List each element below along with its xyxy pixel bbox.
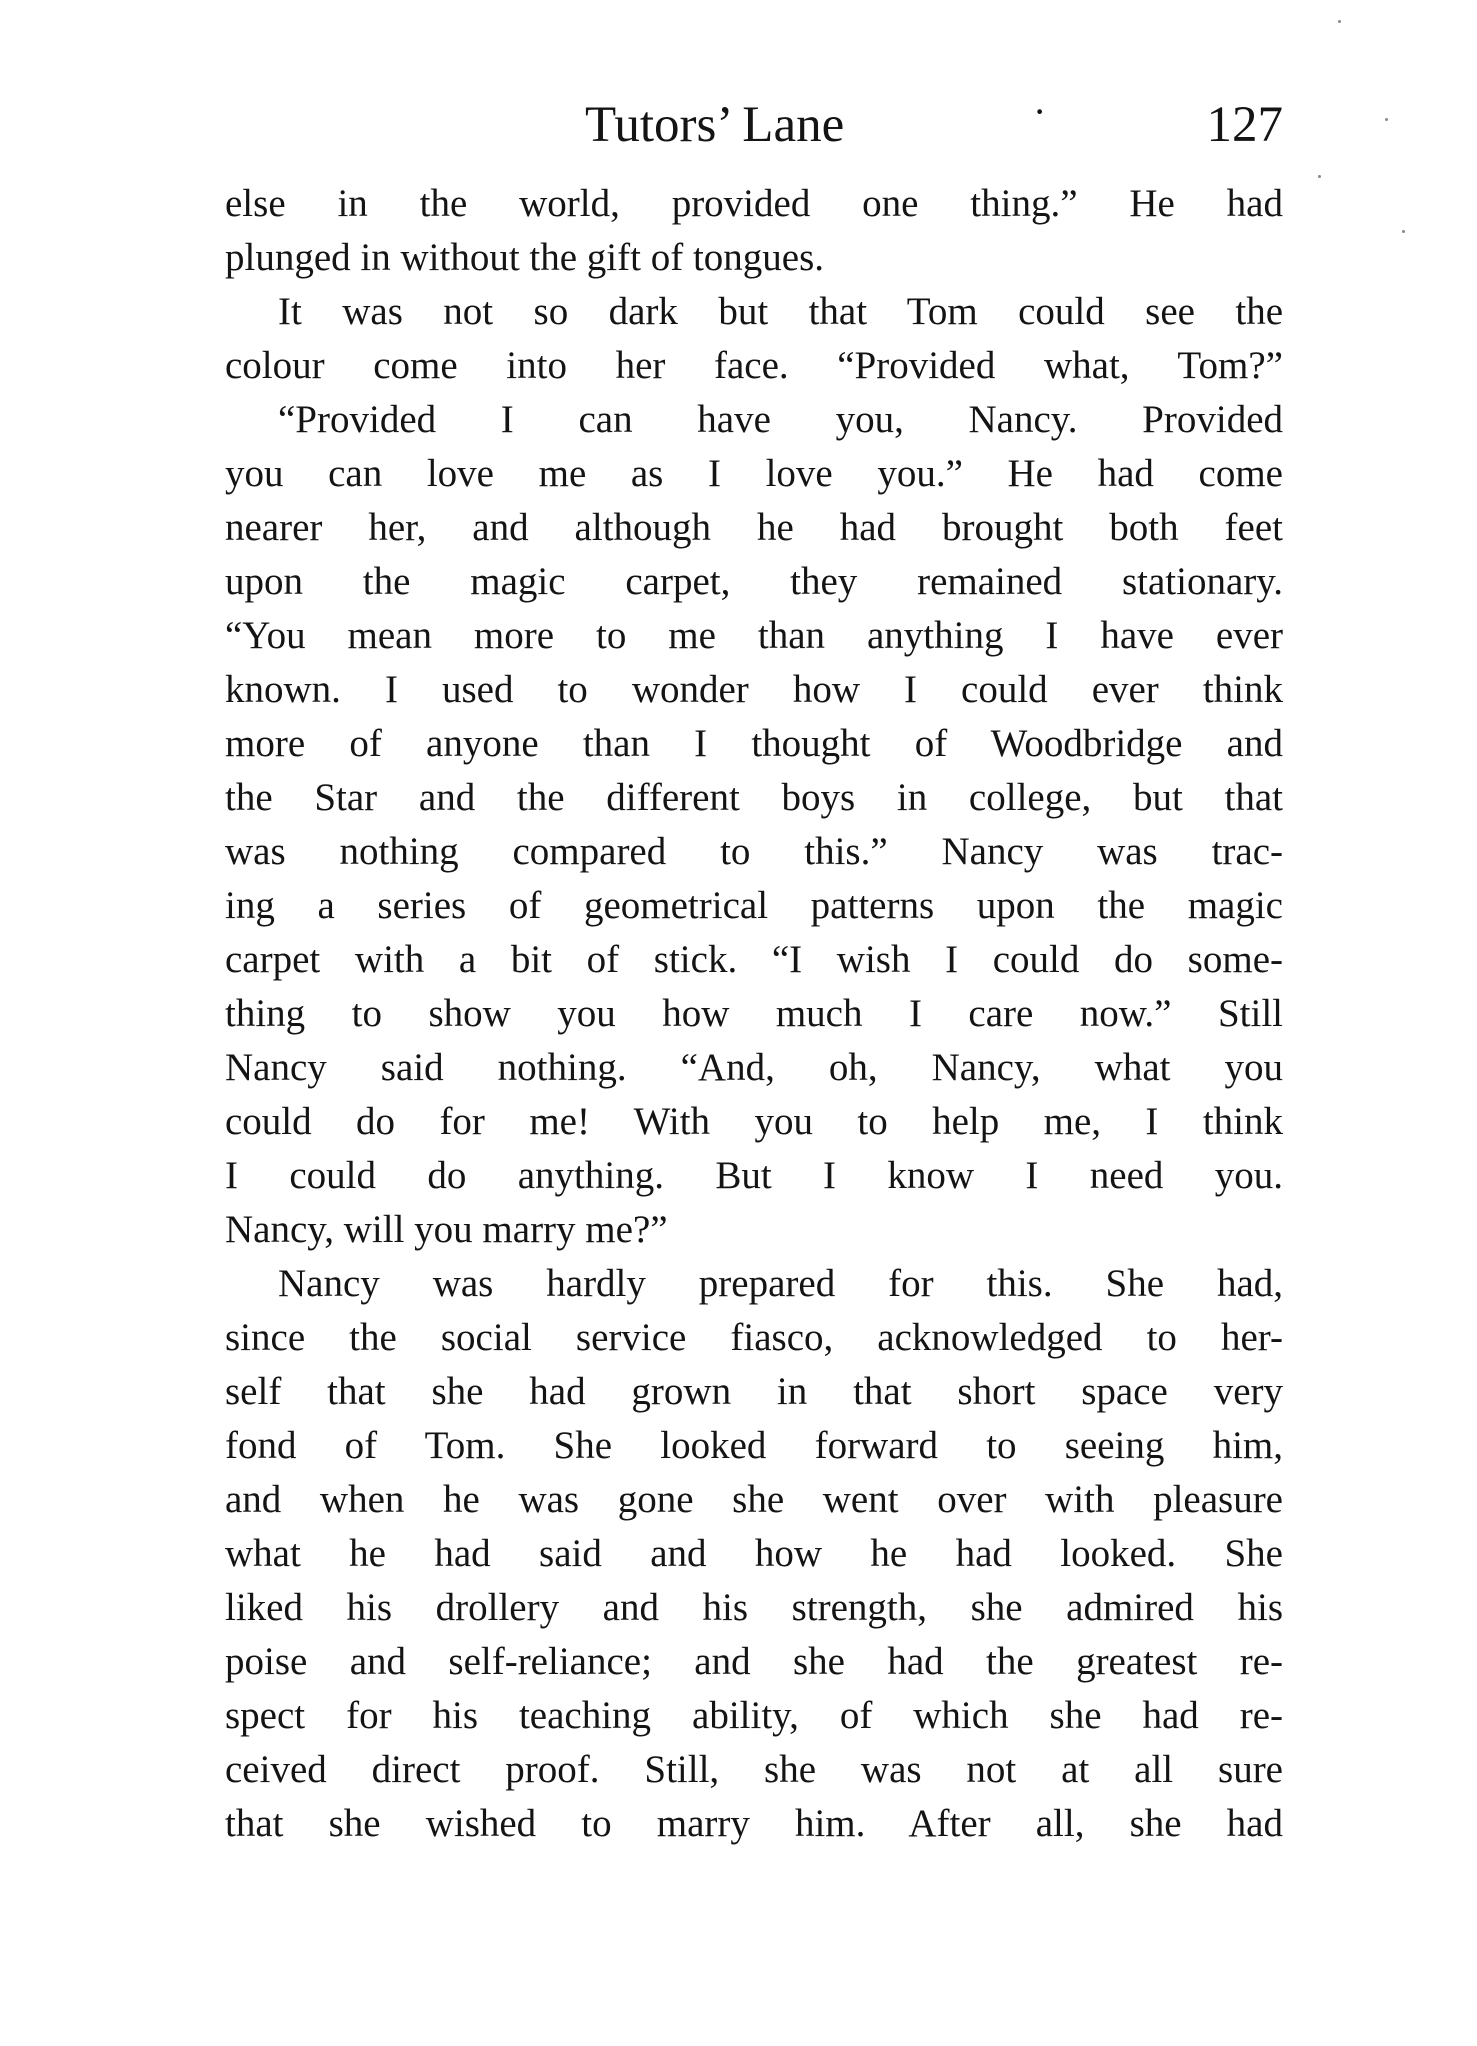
- text-line: that she wished to marry him. After all, she had: [225, 1802, 1283, 1845]
- text-line: could do for me! With you to help me, I think: [225, 1100, 1283, 1143]
- text-line: Nancy said nothing. “And, oh, Nancy, what you: [225, 1046, 1283, 1089]
- text-line: Nancy, will you marry me?”: [225, 1208, 668, 1251]
- text-line: the Star and the different boys in college, but that: [225, 776, 1283, 819]
- text-line: poise and self-reliance; and she had the greatest re-: [225, 1640, 1283, 1683]
- text-line: self that she had grown in that short space very: [225, 1370, 1283, 1413]
- text-line: colour come into her face. “Provided what, Tom?”: [225, 344, 1283, 387]
- text-line: carpet with a bit of stick. “I wish I could do some-: [225, 938, 1283, 981]
- text-line: I could do anything. But I know I need you.: [225, 1154, 1283, 1197]
- text-line: what he had said and how he had looked. She: [225, 1532, 1283, 1575]
- text-line: since the social service fiasco, acknowledged to her-: [225, 1316, 1283, 1359]
- text-line: you can love me as I love you.” He had come: [225, 452, 1283, 495]
- scan-speck: [1338, 20, 1341, 23]
- running-title: Tutors’ Lane: [585, 97, 845, 153]
- text-line: known. I used to wonder how I could ever think: [225, 668, 1283, 711]
- text-line: ceived direct proof. Still, she was not at all sure: [225, 1748, 1283, 1791]
- text-line: “Provided I can have you, Nancy. Provided: [278, 398, 1283, 441]
- scan-speck: [1318, 175, 1321, 178]
- text-line: fond of Tom. She looked forward to seeing him,: [225, 1424, 1283, 1467]
- text-line: and when he was gone she went over with pleasure: [225, 1478, 1283, 1521]
- text-line: thing to show you how much I care now.” Still: [225, 992, 1283, 1035]
- scan-speck: [1402, 230, 1405, 233]
- text-line: “You mean more to me than anything I have ever: [225, 614, 1283, 657]
- scan-speck: [1385, 118, 1388, 121]
- text-line: liked his drollery and his strength, she admired his: [225, 1586, 1283, 1629]
- text-line: nearer her, and although he had brought both feet: [225, 506, 1283, 549]
- text-line: Nancy was hardly prepared for this. She had,: [278, 1262, 1283, 1305]
- text-line: ing a series of geometrical patterns upon the magic: [225, 884, 1283, 927]
- text-line: more of anyone than I thought of Woodbridge and: [225, 722, 1283, 765]
- text-line: plunged in without the gift of tongues.: [225, 236, 825, 279]
- text-line: else in the world, provided one thing.” He had: [225, 182, 1283, 225]
- running-head: [225, 89, 1283, 166]
- text-line: It was not so dark but that Tom could see the: [278, 290, 1283, 333]
- body-text: [225, 177, 1283, 1851]
- header-dot: ·: [1033, 89, 1047, 134]
- text-line: upon the magic carpet, they remained stationary.: [225, 560, 1283, 603]
- text-line: spect for his teaching ability, of which she had re-: [225, 1694, 1283, 1737]
- page-number: 127: [1206, 97, 1283, 153]
- text-line: was nothing compared to this.” Nancy was trac-: [225, 830, 1283, 873]
